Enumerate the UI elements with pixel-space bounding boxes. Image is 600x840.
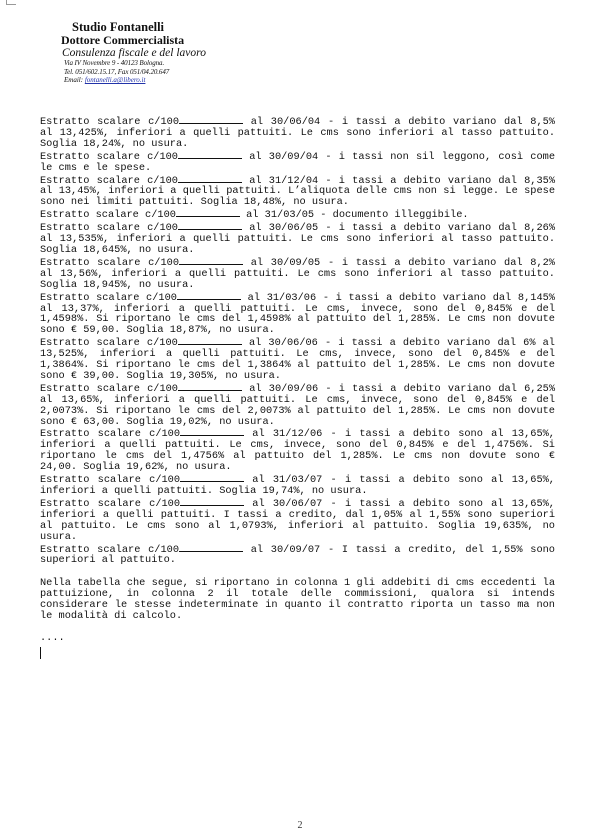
statement-entry	[40, 208, 555, 221]
entry-text: al 30/06/06 - i tassi a debito variano dal 6% al 13,525%, inferiori a quelli pattuiti. Le cms, invece, sono del 0,845% e del 1,3864%. Si riportano le cms del 1,3864% al pattuito del 1,285%. Le cms non dovute sono € 39,00. Soglia 19,305%, no usura.	[40, 337, 555, 382]
blank-field	[180, 473, 244, 482]
page-corner-mark	[6, 0, 16, 5]
blank-field	[176, 208, 240, 217]
blank-field	[178, 382, 242, 391]
entry-prefix: Estratto scalare c/100	[40, 543, 180, 556]
blank-field	[178, 150, 242, 159]
blank-field	[178, 174, 242, 183]
blank-field	[179, 115, 243, 124]
blank-field	[177, 291, 241, 300]
entry-prefix: Estratto scalare c/100	[40, 337, 178, 350]
entry-prefix: Estratto scalare c/100	[40, 150, 178, 163]
entry-text: al 31/03/07 - i tassi a debito sono al 13,65%, inferiori a quelli pattuiti. Soglia 19,74%, no usura.	[40, 474, 555, 497]
entry-prefix: Estratto scalare c/100	[40, 382, 178, 395]
closing-paragraph: Nella tabella che segue, si riportano in colonna 1 gli addebiti di cms eccedenti la pattuizione, in colonna 2 il totale delle commissioni, qualora si intends considerare le stesse indeterminate in quanto il contratto riporta un tasso ma non le modalità di calcolo.	[40, 577, 555, 623]
ellipsis: ....	[40, 631, 65, 644]
statement-entry	[40, 427, 555, 473]
entry-text: al 31/03/06 - i tassi a debito variano dal 8,145% al 13,37%, inferiori a quelli pattuiti. Le cms, invece, sono del 0,845% e del 1,4598%. Si riportano le cms del 1,4598% al pattuito del 1,285%. Le cms non dovute sono € 59,00. Soglia 18,87%, no usura.	[40, 291, 555, 337]
entry-prefix: Estratto scalare c/100	[40, 428, 181, 441]
entry-prefix: Estratto scalare c/100	[40, 116, 180, 128]
statement-entry	[40, 150, 555, 174]
page-number: 2	[297, 820, 303, 831]
studio-email-line	[64, 76, 358, 85]
statement-entry	[40, 543, 555, 567]
statement-entry	[40, 256, 555, 291]
document-body	[40, 115, 555, 659]
entry-text: al 30/06/07 - i tassi a debito sono al 13,65%, inferiori a quelli pattuiti. I tassi a credito, dal 1,05% al 1,55% sono superiori al pattuito. Le cms sono al 1,0793%, inferiori al pattuito. Soglia 19,635%, no usura.	[40, 497, 555, 543]
blank-field	[178, 336, 242, 345]
studio-phone: Tel. 051/602.15.17, Fax 051/04.20.647	[64, 67, 170, 76]
entry-prefix: Estratto scalare c/100	[40, 222, 178, 235]
entry-text: al 30/09/07 - I tassi a credito, del 1,55% sono superiori al pattuito.	[40, 543, 555, 567]
text-cursor[interactable]	[40, 647, 41, 659]
letterhead	[58, 20, 358, 85]
blank-field	[179, 543, 243, 552]
blank-field	[178, 221, 242, 230]
studio-name: Studio Fontanelli	[72, 20, 165, 34]
entry-prefix: Estratto scalare c/100	[40, 209, 176, 222]
entry-prefix: Estratto scalare c/100	[40, 256, 180, 269]
entry-prefix: Estratto scalare c/100	[40, 474, 181, 487]
studio-address: Via IV Novembre 9 - 40123 Bologna.	[64, 59, 165, 67]
entry-text: al 30/06/04 - i tassi a debito variano dal 8,5% al 13,425%, inferiori a quelli pattuiti. Le cms sono inferiori al tasso pattuito. Soglia 18,24%, no usura.	[40, 116, 555, 150]
statement-entry	[40, 174, 555, 209]
email-label: Email:	[64, 76, 84, 84]
entry-text: al 31/12/06 - i tassi a debito sono al 13,65%, inferiori a quelli pattuiti. Le cms, invece, sono del 0,845% e del 1,4756%. Si riportano le cms del 1,4756% al pattuito del 1,285%. Le cms non dovute sono € 24,00. Soglia 19,62%, no usura.	[40, 428, 555, 474]
statement-entry	[40, 382, 555, 428]
entry-text: al 31/12/04 - i tassi a debito variano dal 8,35% al 13,45%, inferiori a quelli pattuiti. L’aliquota delle cms non si legge. Le spese sono nei limiti pattuiti. Soglia 18,48%, no usura.	[40, 174, 555, 209]
entry-text: al 30/09/05 - i tassi a debito variano dal 8,2% al 13,56%, inferiori a quelli pattuiti. Le cms sono inferiori al tasso pattuito. Soglia 18,945%, no usura.	[40, 256, 555, 291]
studio-subtitle: Consulenza fiscale e del lavoro	[62, 47, 206, 59]
entry-text: al 30/06/05 - i tassi a debito variano dal 8,26% al 13,535%, inferiori a quelli pattuiti. Le cms sono inferiori al tasso pattuito. Soglia 18,645%, no usura.	[40, 222, 555, 256]
entry-text: al 30/09/04 - i tassi non sil leggono, così come le cms e le spese.	[40, 150, 555, 174]
entry-prefix: Estratto scalare c/100	[40, 174, 178, 187]
statement-entry	[40, 336, 555, 382]
blank-field	[179, 256, 243, 265]
blank-field	[180, 427, 244, 436]
statement-entry	[40, 115, 555, 150]
statement-entry	[40, 473, 555, 497]
statement-entry	[40, 291, 555, 337]
statement-entry	[40, 221, 555, 256]
statement-entry	[40, 497, 555, 543]
blank-field	[180, 497, 244, 506]
entry-text: al 30/09/06 - i tassi a debito variano dal 6,25% al 13,65%, inferiori a quelli pattuiti. Le cms, invece, sono del 0,845% e del 2,0073%. Si riportano le cms del 2,0073% al pattuito del 1,285%. Le cms non dovute sono € 63,00. Soglia 19,02%, no usura.	[40, 382, 555, 428]
email-link[interactable]: fontanelli.a@libero.it	[84, 76, 146, 84]
entry-prefix: Estratto scalare c/100	[40, 291, 177, 304]
entry-prefix: Estratto scalare c/100	[40, 497, 181, 510]
entry-text: al 31/03/05 - documento illeggibile.	[239, 209, 469, 222]
studio-title: Dottore Commercialista	[61, 33, 185, 47]
